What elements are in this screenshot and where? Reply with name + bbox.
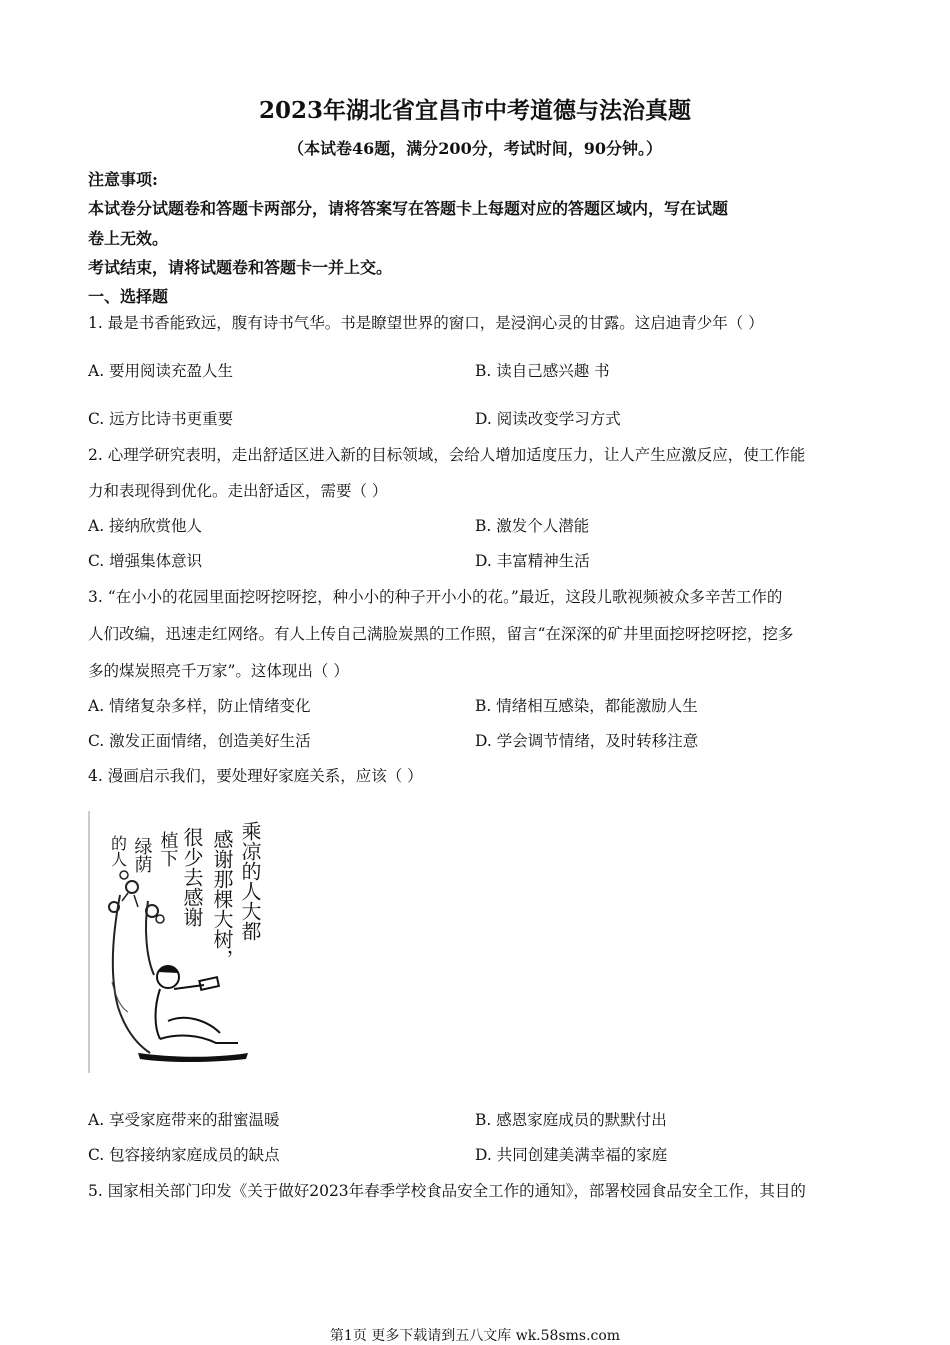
question-4-option-b[interactable]: B. 感恩家庭成员的默默付出 xyxy=(475,1111,667,1129)
question-1-option-c[interactable]: C. 远方比诗书更重要 xyxy=(88,410,234,428)
notice-line-2: 卷上无效。 xyxy=(88,229,169,248)
cartoon-text-3: 很少去感谢 xyxy=(180,827,204,927)
cartoon-text-2: 感谢那棵大树， xyxy=(210,829,234,969)
question-2-option-c[interactable]: C. 增强集体意识 xyxy=(88,552,203,570)
page-subtitle: （本试卷46题，满分200分，考试时间，90分钟。） xyxy=(288,139,662,158)
question-2-option-a[interactable]: A. 接纳欣赏他人 xyxy=(88,517,203,535)
question-1-option-b[interactable]: B. 读自己感兴趣 书 xyxy=(475,362,610,380)
notice-line-3: 考试结束，请将试题卷和答题卡一并上交。 xyxy=(88,258,393,277)
question-3-stem-line-2: 人们改编，迅速走红网络。有人上传自己满脸炭黑的工作照，留言“在深深的矿井里面挖呀挖呀挖，挖多 xyxy=(88,625,794,643)
question-4-option-a[interactable]: A. 享受家庭带来的甜蜜温暖 xyxy=(88,1111,280,1129)
question-5-stem: 5. 国家相关部门印发《关于做好2023年春季学校食品安全工作的通知》，部署校园食品安全工作，其目的 xyxy=(88,1182,806,1200)
cartoon-text-4: 植下 xyxy=(157,831,179,867)
cartoon-text-1: 乘凉的人大都 xyxy=(238,821,262,941)
question-2-option-b[interactable]: B. 激发个人潜能 xyxy=(475,517,590,535)
question-3-stem-line-3: 多的煤炭照亮千万家”。这体现出（ ） xyxy=(88,662,349,680)
page-title: 2023年湖北省宜昌市中考道德与法治真题 xyxy=(258,97,691,124)
question-2-stem-line-2: 力和表现得到优化。走出舒适区，需要（ ） xyxy=(88,482,388,500)
question-2-option-d[interactable]: D. 丰富精神生活 xyxy=(475,552,590,570)
question-3-option-b[interactable]: B. 情绪相互感染，都能激励人生 xyxy=(475,697,698,715)
question-4-option-c[interactable]: C. 包容接纳家庭成员的缺点 xyxy=(88,1146,280,1164)
cartoon-image xyxy=(88,807,263,1075)
question-1-stem: 1. 最是书香能致远，腹有诗书气华。书是瞭望世界的窗口，是浸润心灵的甘露。这启迪青少年（ ） xyxy=(88,314,764,332)
question-4-option-d[interactable]: D. 共同创建美满幸福的家庭 xyxy=(475,1146,668,1164)
notice-line-1: 本试卷分试题卷和答题卡两部分，请将答案写在答题卡上每题对应的答题区域内，写在试题 xyxy=(88,199,729,218)
question-3-option-a[interactable]: A. 情绪复杂多样，防止情绪变化 xyxy=(88,697,311,715)
page-footer: 第1页 更多下载请到五八文库 wk.58sms.com xyxy=(329,1328,621,1344)
section-heading: 一、选择题 xyxy=(88,287,169,306)
question-4-stem: 4. 漫画启示我们，要处理好家庭关系，应该（ ） xyxy=(88,767,423,785)
cartoon-text-5: 绿荫 xyxy=(131,837,153,873)
cartoon-text-6: 的人 xyxy=(108,835,128,867)
notice-heading: 注意事项: xyxy=(88,170,158,189)
question-3-option-d[interactable]: D. 学会调节情绪，及时转移注意 xyxy=(475,732,699,750)
question-1-option-a[interactable]: A. 要用阅读充盈人生 xyxy=(88,362,234,380)
question-3-option-c[interactable]: C. 激发正面情绪，创造美好生活 xyxy=(88,732,311,750)
question-3-stem-line-1: 3. “在小小的花园里面挖呀挖呀挖，种小小的种子开小小的花。”最近，这段儿歌视频被众多辛苦工作的 xyxy=(88,588,783,606)
question-2-stem-line-1: 2. 心理学研究表明，走出舒适区进入新的目标领域，会给人增加适度压力，让人产生应激反应，使工作能 xyxy=(88,446,806,464)
question-1-option-d[interactable]: D. 阅读改变学习方式 xyxy=(475,410,621,428)
